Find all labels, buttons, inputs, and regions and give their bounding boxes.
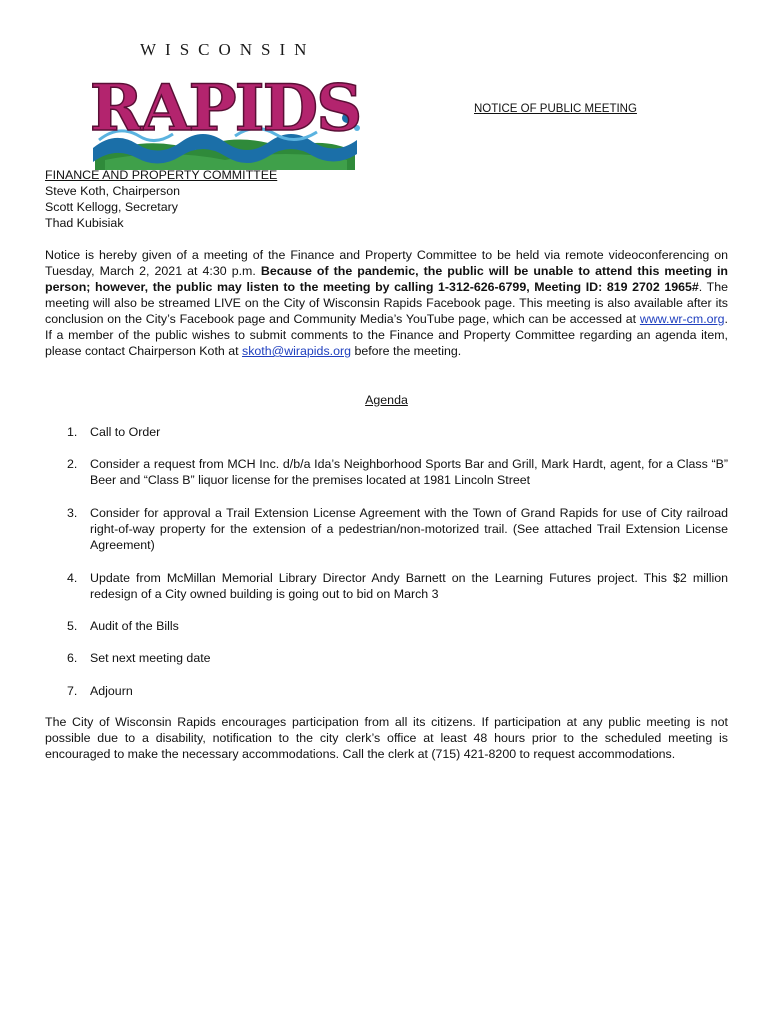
agenda-item-text: Audit of the Bills — [90, 619, 179, 633]
agenda-item — [45, 570, 728, 602]
agenda-item-number: 7. — [67, 684, 78, 698]
agenda-item-number: 2. — [67, 457, 78, 471]
notice-text: . If a member of the public wishes to submit comments to the Finance and Property Committee regarding an agenda item, please contact Chairperson Koth at — [45, 312, 728, 358]
logo-main-text: RAPIDS — [89, 71, 361, 146]
notice-text: . The meeting will also be streamed LIVE on the City of Wisconsin Rapids Facebook page. This meeting is also available after its conclusion on the City’s Facebook page and Community Media’s YouTube page, which can be accessed at — [45, 280, 728, 326]
agenda-item-number: 4. — [67, 571, 78, 585]
committee-block — [45, 167, 728, 231]
agenda-item — [45, 424, 728, 440]
community-media-link[interactable]: www.wr-cm.org — [639, 312, 725, 326]
notice-title: NOTICE OF PUBLIC MEETING — [474, 103, 637, 115]
agenda-item-text: Update from McMillan Memorial Library Director Andy Barnett on the Learning Futures project. This $2 million redesign of a City owned building is going out to bid on March 3 — [90, 571, 728, 601]
notice-call-in-info: Because of the pandemic, the public will be unable to attend this meeting in person; however, the public may listen to the meeting by calling 1-312-626-6799, Meeting ID: 819 2702 1965# — [45, 264, 729, 294]
committee-member: Scott Kellogg, Secretary — [45, 200, 178, 214]
agenda-item-number: 3. — [67, 506, 78, 520]
agenda-item-text: Call to Order — [90, 425, 161, 439]
agenda-item-number: 6. — [67, 651, 78, 665]
document-page — [45, 0, 728, 1024]
agenda-item — [45, 618, 728, 634]
accessibility-notice: The City of Wisconsin Rapids encourages participation from all its citizens. If participation at any public meeting is not possible due to a disability, notification to the city clerk’s office at least 48 hours prior to the scheduled meeting is encouraged to make the necessary accommodations. Call the clerk at (715) 421-8200 to request accommodations. — [45, 715, 728, 761]
agenda-heading: Agenda — [365, 393, 408, 407]
agenda-item — [45, 683, 728, 699]
city-logo — [85, 40, 365, 170]
notice-paragraph — [45, 247, 728, 359]
committee-member: Thad Kubisiak — [45, 216, 124, 230]
agenda-item-text: Adjourn — [90, 684, 133, 698]
committee-name: FINANCE AND PROPERTY COMMITTEE — [45, 168, 278, 182]
notice-text: Notice is hereby given of a meeting of the Finance and Property Committee to be held via remote videoconferencing on Tuesday, March 2, 2021 at 4:30 p.m. — [45, 248, 728, 278]
agenda-item-text: Set next meeting date — [90, 651, 211, 665]
agenda-item-text: Consider for approval a Trail Extension License Agreement with the Town of Grand Rapids for use of City railroad right-of-way property for the extension of a pedestrian/non-motorized trail. (See attached Trail Extension License Agreement) — [90, 506, 728, 552]
committee-member: Steve Koth, Chairperson — [45, 184, 180, 198]
logo-top-text: WISCONSIN — [140, 40, 316, 59]
agenda-item-text: Consider a request from MCH Inc. d/b/a Ida’s Neighborhood Sports Bar and Grill, Mark Hardt, agent, for a Class “B” Beer and “Class B” liquor license for the premises located at 1981 Lincoln Street — [90, 457, 728, 487]
logo-artwork — [85, 64, 365, 170]
agenda-item — [45, 650, 728, 666]
agenda-item — [45, 456, 728, 488]
agenda-item — [45, 505, 728, 553]
chairperson-email-link[interactable]: skoth@wirapids.org — [242, 344, 351, 358]
agenda-item-number: 1. — [67, 425, 78, 439]
agenda-item-number: 5. — [67, 619, 78, 633]
agenda-list — [45, 424, 728, 699]
notice-text: before the meeting. — [351, 344, 462, 358]
